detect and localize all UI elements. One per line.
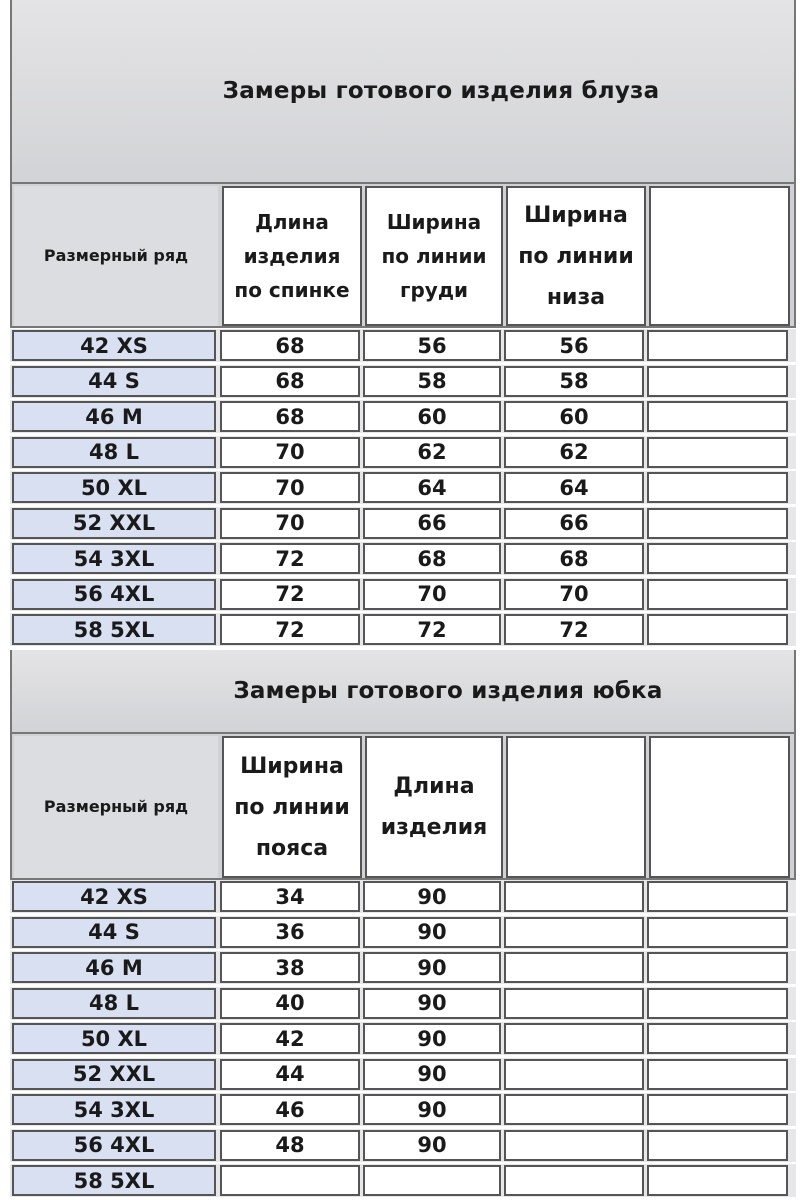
skirt-value-cell-2: 90 xyxy=(363,917,501,948)
skirt-value-cell-3 xyxy=(504,1094,644,1125)
skirt-value-cell-4 xyxy=(647,1165,788,1196)
skirt-size-header: Размерный ряд xyxy=(14,736,218,878)
skirt-waist-header xyxy=(222,736,362,878)
skirt-value-cell-3 xyxy=(504,1023,644,1054)
blouse-table-row xyxy=(10,613,796,646)
skirt-value-cell-4 xyxy=(647,1059,788,1090)
skirt-table-row xyxy=(10,987,796,1020)
blouse-value-cell-3: 62 xyxy=(504,437,644,468)
skirt-value-cell-1: 36 xyxy=(220,917,360,948)
skirt-value-cell-3 xyxy=(504,1059,644,1090)
blouse-table-row xyxy=(10,507,796,540)
blouse-size-cell: 42 XS xyxy=(12,330,216,361)
skirt-h1-line2: по линии xyxy=(234,794,350,820)
blouse-value-cell-3: 58 xyxy=(504,366,644,397)
blouse-value-cell-1: 70 xyxy=(220,472,360,503)
skirt-table-row xyxy=(10,951,796,984)
skirt-value-cell-3 xyxy=(504,952,644,983)
blouse-value-cell-4 xyxy=(647,366,788,397)
skirt-table-row xyxy=(10,1129,796,1162)
skirt-size-cell: 44 S xyxy=(12,917,216,948)
blouse-table-row xyxy=(10,436,796,469)
blouse-size-cell: 58 5XL xyxy=(12,614,216,645)
blouse-h2-line2: по линии xyxy=(381,244,487,268)
skirt-value-cell-2: 90 xyxy=(363,1094,501,1125)
skirt-value-cell-2: 90 xyxy=(363,1059,501,1090)
blouse-value-cell-4 xyxy=(647,437,788,468)
skirt-value-cell-3 xyxy=(504,1130,644,1161)
skirt-value-cell-4 xyxy=(647,952,788,983)
blouse-size-cell: 52 XXL xyxy=(12,508,216,539)
skirt-value-cell-4 xyxy=(647,1130,788,1161)
blouse-value-cell-4 xyxy=(647,472,788,503)
skirt-table-row xyxy=(10,880,796,913)
skirt-value-cell-2: 90 xyxy=(363,881,501,912)
skirt-value-cell-4 xyxy=(647,1023,788,1054)
skirt-value-cell-2: 90 xyxy=(363,1023,501,1054)
skirt-value-cell-4 xyxy=(647,1094,788,1125)
blouse-h3-line3: низа xyxy=(546,284,606,310)
skirt-value-cell-3 xyxy=(504,1165,644,1196)
skirt-extra-header-1 xyxy=(506,736,646,878)
blouse-extra-header xyxy=(649,186,790,326)
blouse-value-cell-4 xyxy=(647,401,788,432)
blouse-title-text: Замеры готового изделия блуза xyxy=(222,78,660,104)
skirt-value-cell-1: 34 xyxy=(220,881,360,912)
skirt-value-cell-1 xyxy=(220,1165,360,1196)
skirt-value-cell-3 xyxy=(504,988,644,1019)
blouse-title xyxy=(10,0,796,182)
blouse-h1-line3: по спинке xyxy=(234,278,350,302)
skirt-title-text: Замеры готового изделия юбка xyxy=(233,678,663,704)
skirt-value-cell-4 xyxy=(647,881,788,912)
skirt-size-cell: 58 5XL xyxy=(12,1165,216,1196)
blouse-value-cell-1: 70 xyxy=(220,508,360,539)
blouse-header-row xyxy=(10,182,796,328)
blouse-value-cell-1: 72 xyxy=(220,579,360,610)
blouse-table-row xyxy=(10,400,796,433)
blouse-value-cell-3: 56 xyxy=(504,330,644,361)
skirt-value-cell-1: 48 xyxy=(220,1130,360,1161)
blouse-size-header: Размерный ряд xyxy=(14,186,218,326)
skirt-table-row xyxy=(10,916,796,949)
blouse-value-cell-2: 70 xyxy=(363,579,501,610)
blouse-hem-header xyxy=(506,186,646,326)
skirt-value-cell-4 xyxy=(647,917,788,948)
blouse-h2-line3: груди xyxy=(400,278,468,302)
blouse-h3-line1: Ширина xyxy=(524,202,628,228)
blouse-value-cell-4 xyxy=(647,543,788,574)
blouse-value-cell-1: 68 xyxy=(220,401,360,432)
skirt-value-cell-1: 46 xyxy=(220,1094,360,1125)
skirt-table-row xyxy=(10,1093,796,1126)
skirt-h2-line1: Длина xyxy=(393,774,475,799)
skirt-header-row xyxy=(10,732,796,880)
blouse-value-cell-2: 58 xyxy=(363,366,501,397)
blouse-value-cell-1: 68 xyxy=(220,330,360,361)
blouse-value-cell-2: 64 xyxy=(363,472,501,503)
skirt-value-cell-1: 42 xyxy=(220,1023,360,1054)
blouse-value-cell-2: 56 xyxy=(363,330,501,361)
skirt-h1-line1: Ширина xyxy=(240,753,344,779)
skirt-title xyxy=(10,650,796,732)
skirt-size-cell: 48 L xyxy=(12,988,216,1019)
blouse-value-cell-2: 66 xyxy=(363,508,501,539)
skirt-size-cell: 54 3XL xyxy=(12,1094,216,1125)
blouse-value-cell-3: 60 xyxy=(504,401,644,432)
skirt-value-cell-2: 90 xyxy=(363,952,501,983)
blouse-value-cell-2: 72 xyxy=(363,614,501,645)
skirt-value-cell-2: 90 xyxy=(363,1130,501,1161)
blouse-h1-line1: Длина xyxy=(255,210,329,234)
blouse-value-cell-1: 68 xyxy=(220,366,360,397)
blouse-size-cell: 56 4XL xyxy=(12,579,216,610)
blouse-table-row xyxy=(10,471,796,504)
blouse-table-row xyxy=(10,578,796,611)
blouse-value-cell-1: 72 xyxy=(220,614,360,645)
blouse-value-cell-1: 72 xyxy=(220,543,360,574)
skirt-size-cell: 56 4XL xyxy=(12,1130,216,1161)
blouse-value-cell-3: 64 xyxy=(504,472,644,503)
skirt-size-cell: 46 M xyxy=(12,952,216,983)
skirt-size-cell: 50 XL xyxy=(12,1023,216,1054)
skirt-h1-line3: пояса xyxy=(255,835,329,861)
blouse-size-cell: 48 L xyxy=(12,437,216,468)
blouse-size-cell: 54 3XL xyxy=(12,543,216,574)
skirt-h2-line2: изделия xyxy=(380,815,488,840)
skirt-value-cell-1: 44 xyxy=(220,1059,360,1090)
blouse-table-row xyxy=(10,329,796,362)
blouse-value-cell-3: 70 xyxy=(504,579,644,610)
blouse-table-row xyxy=(10,542,796,575)
skirt-table-row xyxy=(10,1022,796,1055)
blouse-h2-line1: Ширина xyxy=(386,210,482,234)
blouse-value-cell-2: 68 xyxy=(363,543,501,574)
skirt-value-cell-2: 90 xyxy=(363,988,501,1019)
blouse-value-cell-4 xyxy=(647,330,788,361)
blouse-size-cell: 44 S xyxy=(12,366,216,397)
blouse-value-cell-4 xyxy=(647,508,788,539)
skirt-table-row xyxy=(10,1058,796,1091)
skirt-extra-header-2 xyxy=(649,736,790,878)
blouse-value-cell-4 xyxy=(647,614,788,645)
blouse-value-cell-1: 70 xyxy=(220,437,360,468)
blouse-table-row xyxy=(10,365,796,398)
blouse-value-cell-3: 68 xyxy=(504,543,644,574)
blouse-value-cell-2: 60 xyxy=(363,401,501,432)
skirt-table-row xyxy=(10,1164,796,1197)
blouse-h3-line2: по линии xyxy=(518,243,634,269)
skirt-value-cell-3 xyxy=(504,917,644,948)
skirt-length-header xyxy=(365,736,503,878)
blouse-value-cell-2: 62 xyxy=(363,437,501,468)
blouse-chest-header xyxy=(365,186,503,326)
skirt-value-cell-2 xyxy=(363,1165,501,1196)
skirt-value-cell-4 xyxy=(647,988,788,1019)
blouse-value-cell-3: 66 xyxy=(504,508,644,539)
blouse-size-cell: 50 XL xyxy=(12,472,216,503)
blouse-value-cell-4 xyxy=(647,579,788,610)
skirt-value-cell-1: 40 xyxy=(220,988,360,1019)
skirt-size-cell: 52 XXL xyxy=(12,1059,216,1090)
blouse-size-cell: 46 M xyxy=(12,401,216,432)
blouse-h1-line2: изделия xyxy=(243,244,341,268)
skirt-size-cell: 42 XS xyxy=(12,881,216,912)
skirt-value-cell-3 xyxy=(504,881,644,912)
blouse-value-cell-3: 72 xyxy=(504,614,644,645)
skirt-value-cell-1: 38 xyxy=(220,952,360,983)
blouse-length-header xyxy=(222,186,362,326)
